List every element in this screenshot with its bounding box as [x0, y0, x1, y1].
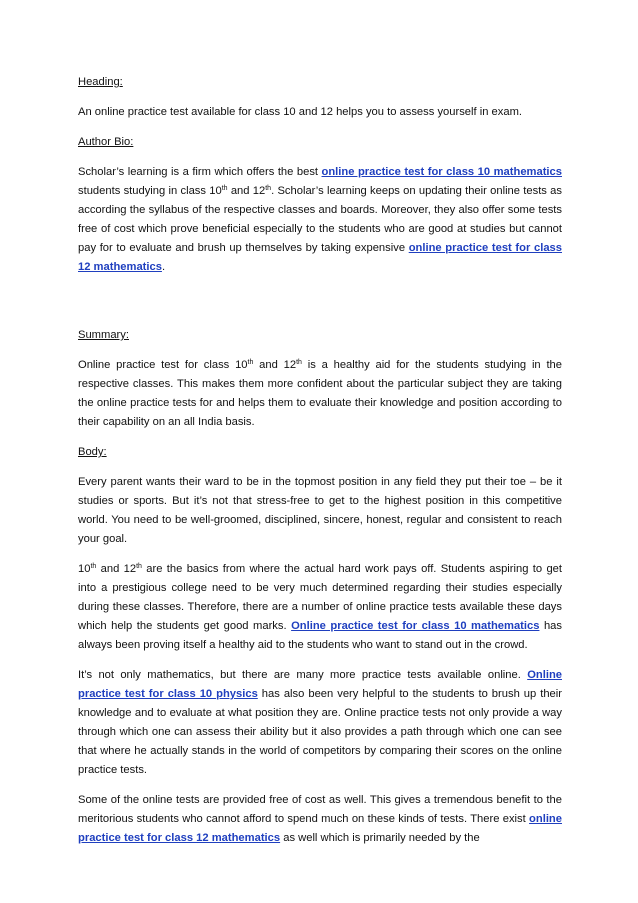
summary-text-2: and 12 [253, 359, 297, 371]
body-paragraph-3 [78, 666, 562, 780]
link-class-12-mathematics[interactable]: online practice test for class 12 mathematics [78, 813, 562, 844]
superscript-th: th [247, 359, 254, 366]
link-class-10-physics[interactable]: Online practice test for class 10 physics [78, 669, 562, 700]
body2-text-4: has always been proving itself a healthy aid to the students who want to stand out in the crowd. [78, 620, 562, 651]
body3-text-1: It’s not only mathematics, but there are many more practice tests available online. [78, 669, 528, 681]
author-bio-label: Author Bio: [78, 136, 134, 148]
bio-text-4: . Scholar’s learning keeps on updating their online tests as according the syllabus of the respective classes and boards. Moreover, they also offer some tests free of cost which prove beneficial especially to the students who are good at studies but cannot pay for to evaluate and brush up themselves by taking expensive [78, 185, 562, 254]
superscript-th: th [221, 185, 228, 192]
summary-label: Summary: [78, 329, 129, 341]
summary-paragraph [78, 356, 562, 432]
superscript-th: th [90, 563, 97, 570]
superscript-th: th [265, 185, 272, 192]
link-class-10-mathematics[interactable]: Online practice test for class 10 mathematics [291, 620, 540, 632]
body-label: Body: [78, 446, 107, 458]
body2-text-3: are the basics from where the actual hard work pays off. Students aspiring to get into a prestigious college need to be very much determined regarding their studies especially during these classes. Therefore, there are a number of online practice tests available these days which help the students get good marks. [78, 563, 563, 632]
superscript-th: th [136, 563, 142, 570]
body2-text-1: 10 [78, 563, 91, 575]
body3-text-2: has also been very helpful to the students to brush up their knowledge and to evaluate at what position they are. Online practice tests not only provide a way through which one can assess their ability but it also provides a path through which one can see that where he actually stands in the world of competitors by comparing their scores on the online practice tests. [78, 688, 562, 776]
bio-text-3: and 12 [227, 185, 266, 197]
summary-text-1: Online practice test for class 10 [78, 359, 248, 371]
bio-text-5: . [161, 261, 166, 273]
body-paragraph-2 [78, 560, 562, 655]
author-bio-paragraph [78, 163, 562, 277]
body4-text-2: as well which is primarily needed by the [280, 832, 480, 844]
link-class-10-mathematics[interactable]: online practice test for class 10 mathematics [321, 166, 562, 178]
body-paragraph-4 [78, 791, 562, 848]
body-paragraph-1: Every parent wants their ward to be in the topmost position in any field they put their toe – be it studies or sports. But it’s not that stress-free to get to the highest position in this competitive world. You need to be well-groomed, disciplined, sincere, honest, regular and consistent to reach your goal. [78, 476, 562, 545]
document-content [78, 73, 562, 859]
body4-text-1: Some of the online tests are provided free of cost as well. This gives a tremendous benefit to the meritorious students who cannot afford to spend much on these kinds of tests. There exist [78, 794, 562, 825]
heading-label: Heading: [78, 76, 123, 88]
bio-text-2: students studying in class 10 [78, 185, 222, 197]
summary-text-3: is a healthy aid for the students studying in the respective classes. This makes them more confident about the particular subject they are taking the online practice tests for and helps them to evaluate their knowledge and position according to their capability on an all India basis. [78, 359, 562, 428]
link-class-12-mathematics[interactable]: online practice test for class 12 mathematics [78, 242, 562, 273]
body2-text-2: and 12 [96, 563, 137, 575]
bio-text-1: Scholar’s learning is a firm which offers the best [78, 166, 322, 178]
heading-text: An online practice test available for class 10 and 12 helps you to assess yourself in exam. [78, 106, 523, 118]
superscript-th: th [296, 359, 302, 366]
